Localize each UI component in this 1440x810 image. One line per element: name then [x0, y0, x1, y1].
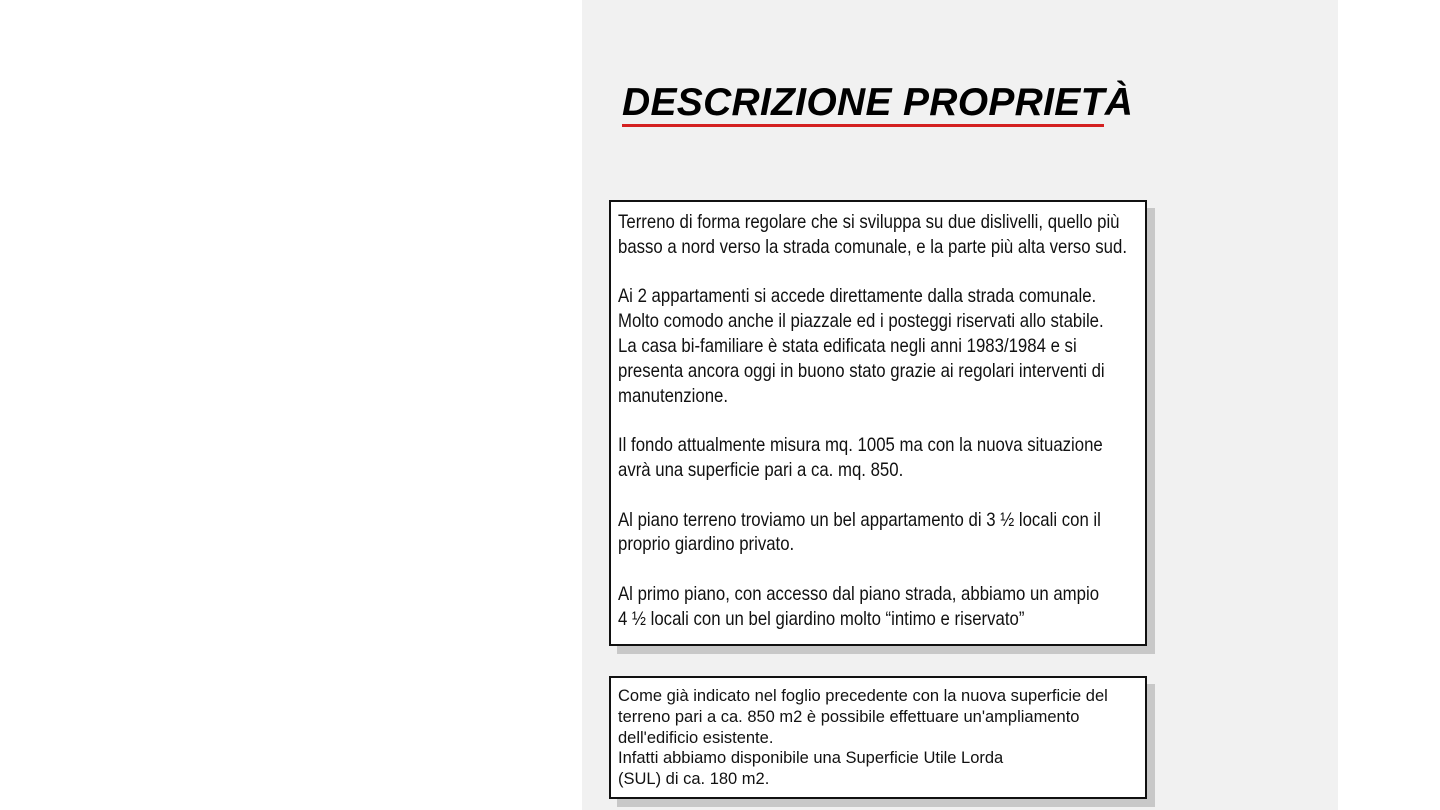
paragraph-ground-floor: Al piano terreno troviamo un bel appartamento di 3 ½ locali con il proprio giardino privato. — [618, 508, 1101, 556]
expansion-note: Come già indicato nel foglio precedente con la nuova superficie del terreno pari a ca. 850 m2 è possibile effettuare un'ampliamento dell'edificio esistente. Infatti abbiamo disponibile una Superficie Utile Lorda (SUL) di ca. 180 m2. — [618, 687, 1108, 789]
paragraph-first-floor: Al primo piano, con accesso dal piano strada, abbiamo un ampio 4 ½ locali con un bel giardino molto “intimo e riservato” — [618, 582, 1100, 630]
description-box — [609, 200, 1147, 646]
title-underline — [622, 124, 1104, 127]
paragraph-land-size: Il fondo attualmente misura mq. 1005 ma con la nuova situazione avrà una superficie pari a ca. mq. 850. — [618, 434, 1103, 481]
page-title: DESCRIZIONE PROPRIETÀ — [622, 81, 1134, 124]
expansion-note-box — [609, 676, 1147, 799]
paragraph-access: Ai 2 appartamenti si accede direttamente dalla strada comunale. Molto comodo anche il piazzale ed i posteggi riservati allo stabile. La casa bi-familiare è stata edificata negli anni 1983/1984 e si presenta ancora oggi in buono stato grazie ai regolari interventi di manutenzione. — [618, 285, 1105, 407]
document-page — [582, 0, 1338, 810]
paragraph-terrain: Terreno di forma regolare che si sviluppa su due dislivelli, quello più basso a nord verso la strada comunale, e la parte più alta verso sud. — [618, 211, 1127, 258]
